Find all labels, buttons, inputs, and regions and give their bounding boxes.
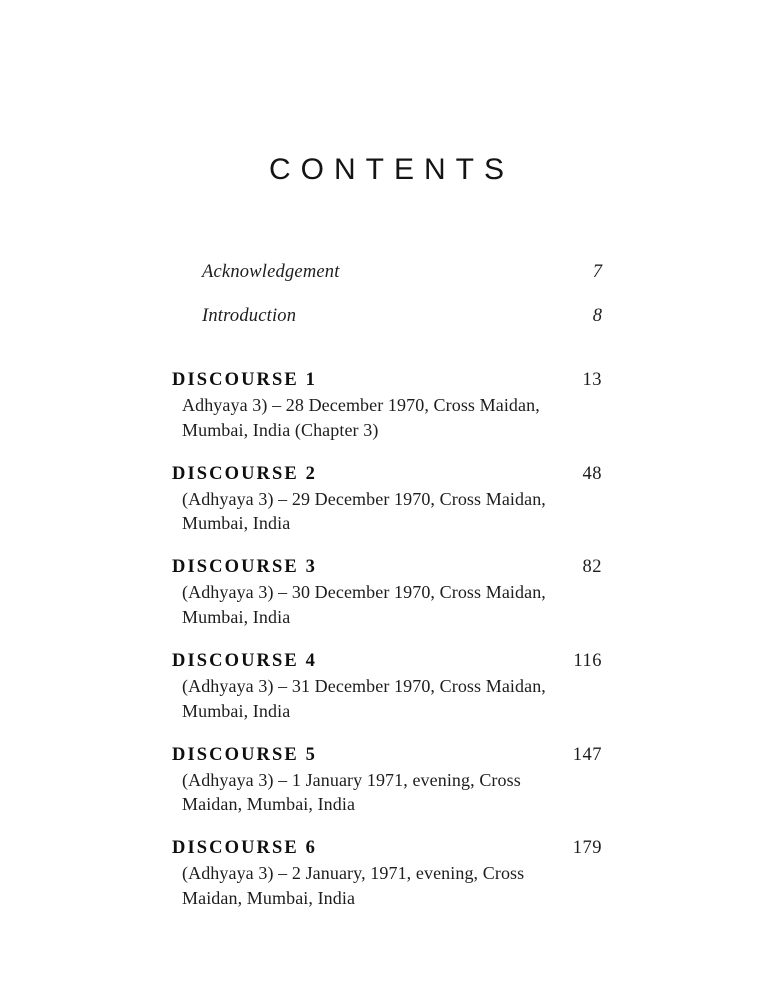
discourse-subtitle: (Adhyaya 3) – 1 January 1971, evening, Cross Maidan, Mumbai, India — [182, 769, 521, 815]
page-number: 8 — [592, 306, 602, 326]
list-item[interactable] — [172, 838, 602, 911]
list-item[interactable] — [172, 651, 602, 724]
list-item[interactable] — [172, 464, 602, 537]
page-number: 116 — [573, 650, 602, 671]
spacer — [172, 350, 602, 370]
page-title: CONTENTS — [269, 153, 514, 186]
discourse-header — [172, 557, 602, 578]
list-item[interactable] — [172, 262, 602, 283]
discourse-subtitle: (Adhyaya 3) – 29 December 1970, Cross Maidan, Mumbai, India — [182, 488, 546, 534]
discourse-title: DISCOURSE 6 — [172, 838, 317, 859]
discourse-header — [172, 745, 602, 766]
page-number: 7 — [592, 262, 602, 282]
discourse-title: DISCOURSE 3 — [172, 557, 317, 578]
discourse-header — [172, 464, 602, 485]
discourse-header — [172, 838, 602, 859]
discourse-subtitle: (Adhyaya 3) – 30 December 1970, Cross Maidan, Mumbai, India — [182, 582, 546, 628]
list-item[interactable] — [172, 306, 602, 327]
discourse-title: DISCOURSE 4 — [172, 650, 317, 671]
page-number: 48 — [582, 463, 602, 484]
list-item[interactable] — [172, 745, 602, 818]
discourse-title: DISCOURSE 1 — [172, 370, 317, 390]
page-number: 13 — [582, 370, 602, 390]
discourse-subtitle: (Adhyaya 3) – 31 December 1970, Cross Maidan, Mumbai, India — [182, 675, 546, 721]
page-number: 82 — [582, 557, 602, 578]
discourse-title: DISCOURSE 2 — [172, 463, 317, 484]
page-number: 179 — [572, 838, 602, 859]
discourse-subtitle: (Adhyaya 3) – 2 January, 1971, evening, Cross Maidan, Mumbai, India — [182, 863, 525, 909]
discourse-subtitle: Adhyaya 3) – 28 December 1970, Cross Maidan, Mumbai, India (Chapter 3) — [182, 395, 540, 440]
contents-list — [172, 262, 602, 932]
list-item[interactable] — [172, 557, 602, 630]
discourse-title: DISCOURSE 5 — [172, 744, 317, 765]
page-number: 147 — [572, 744, 602, 765]
list-item[interactable] — [172, 370, 602, 443]
front-matter-label: Acknowledgement — [202, 262, 340, 282]
discourse-header — [172, 370, 602, 391]
front-matter-label: Introduction — [202, 306, 297, 326]
discourse-header — [172, 651, 602, 672]
